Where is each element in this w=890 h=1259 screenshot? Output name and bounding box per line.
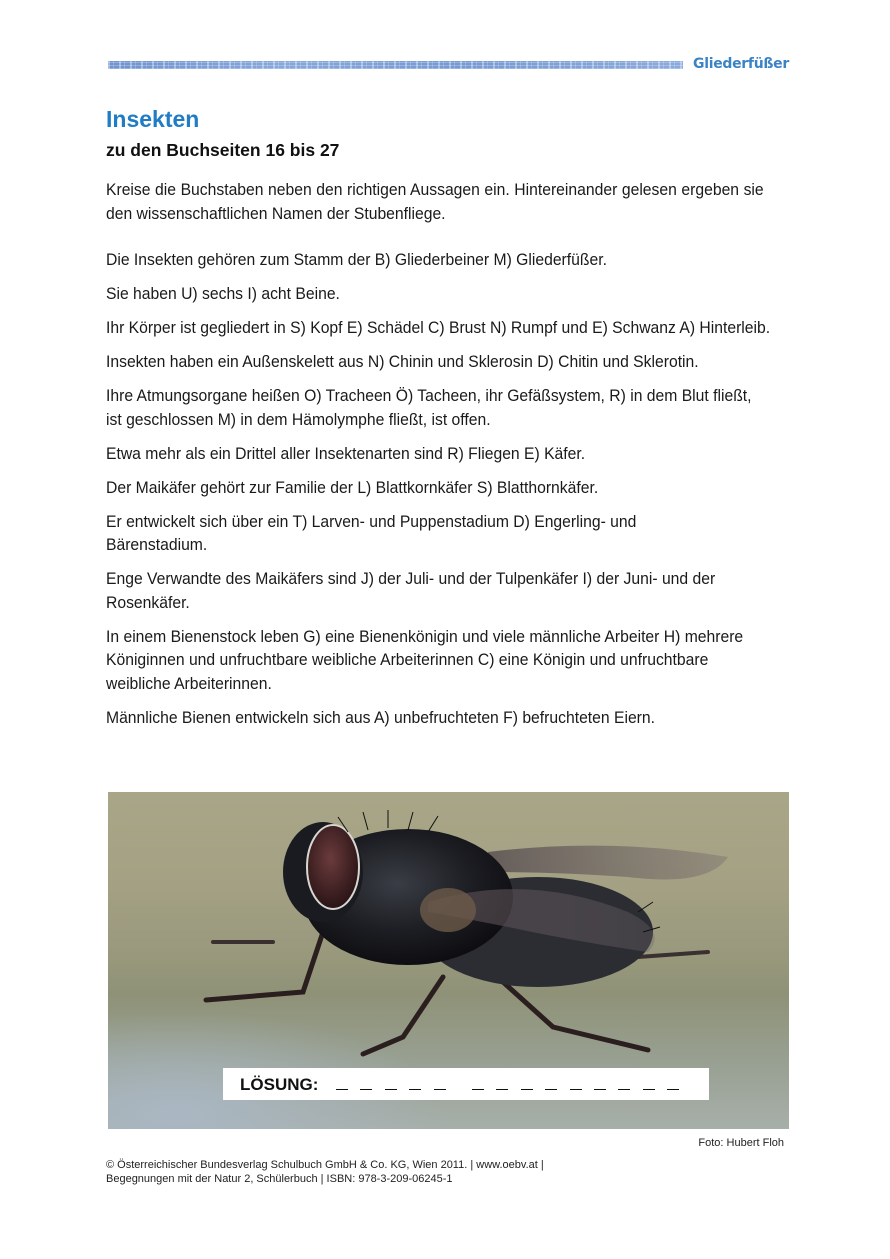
question-item: Ihre Atmungsorgane heißen O) Tracheen Ö) Tacheen, ihr Gefäßsystem, R) in dem Blut fließt, ist geschlossen M) in dem Hämolymphe fließt, ist offen. — [106, 387, 752, 429]
answer-blank[interactable] — [618, 1074, 630, 1090]
answer-blank[interactable] — [594, 1074, 606, 1090]
answer-box — [223, 1068, 709, 1100]
footer-copyright: © Österreichischer Bundesverlag Schulbuch GmbH & Co. KG, Wien 2011. | www.oebv.at | — [106, 1159, 544, 1171]
question-item: Etwa mehr als ein Drittel aller Insektenarten sind R) Fliegen E) Käfer. — [106, 444, 586, 463]
answer-blank[interactable] — [360, 1074, 372, 1090]
question-list — [106, 249, 796, 741]
question-item: Er entwickelt sich über ein T) Larven- und Puppenstadium D) Engerling- und Bärenstadium. — [106, 512, 637, 554]
answer-blank[interactable] — [667, 1074, 679, 1090]
question-item: Die Insekten gehören zum Stamm der B) Gliederbeiner M) Gliederfüßer. — [106, 251, 607, 269]
page-title: Insekten — [106, 106, 200, 132]
photo-credit: Foto: Hubert Floh — [698, 1137, 784, 1149]
answer-blank[interactable] — [521, 1074, 533, 1090]
question-item: Enge Verwandte des Maikäfers sind J) der Juli- und der Tulpenkäfer I) der Juni- und der Rosenkäfer. — [106, 570, 716, 612]
answer-blank[interactable] — [409, 1074, 421, 1090]
fly-eye — [307, 825, 359, 909]
answer-blank[interactable] — [336, 1074, 348, 1090]
question-item: Der Maikäfer gehört zur Familie der L) Blattkornkäfer S) Blatthornkäfer. — [106, 478, 599, 497]
footer-book-info: Begegnungen mit der Natur 2, Schülerbuch | ISBN: 978-3-209-06245-1 — [106, 1173, 453, 1185]
footer — [106, 1158, 544, 1186]
question-item: Männliche Bienen entwickeln sich aus A) unbefruchteten F) befruchteten Eiern. — [106, 708, 656, 727]
housefly-photo — [108, 792, 789, 1129]
answer-label: LÖSUNG: — [240, 1075, 319, 1094]
question-item: Sie haben U) sechs I) acht Beine. — [106, 285, 340, 303]
chapter-label: Gliederfüßer — [693, 56, 789, 72]
question-item: Insekten haben ein Außenskelett aus N) Chinin und Sklerosin D) Chitin und Sklerotin. — [106, 353, 699, 371]
answer-blanks[interactable] — [336, 1074, 691, 1095]
question-item: Ihr Körper ist gegliedert in S) Kopf E) Schädel C) Brust N) Rumpf und E) Schwanz A) Hinterleib. — [106, 319, 771, 337]
question-item: In einem Bienenstock leben G) eine Bienenkönigin und viele männliche Arbeiter H) mehrere Königinnen und unfruchtbare weibliche Arbeiterinnen C) eine Königin und unfruchtbare weibliche Arbeiterinnen. — [106, 627, 744, 693]
answer-blank[interactable] — [472, 1074, 484, 1090]
header-decorative-band — [108, 61, 683, 69]
answer-blank[interactable] — [385, 1074, 397, 1090]
answer-blank[interactable] — [434, 1074, 446, 1090]
fly-wing-back — [488, 846, 728, 880]
answer-blank[interactable] — [643, 1074, 655, 1090]
answer-blank[interactable] — [545, 1074, 557, 1090]
page-subtitle: zu den Buchseiten 16 bis 27 — [106, 140, 340, 160]
instructions: Kreise die Buchstaben neben den richtigen Aussagen ein. Hintereinander gelesen ergeben sie den wissenschaftlichen Namen der Stubenfliege. — [106, 181, 764, 223]
answer-blank[interactable] — [496, 1074, 508, 1090]
answer-blank[interactable] — [570, 1074, 582, 1090]
